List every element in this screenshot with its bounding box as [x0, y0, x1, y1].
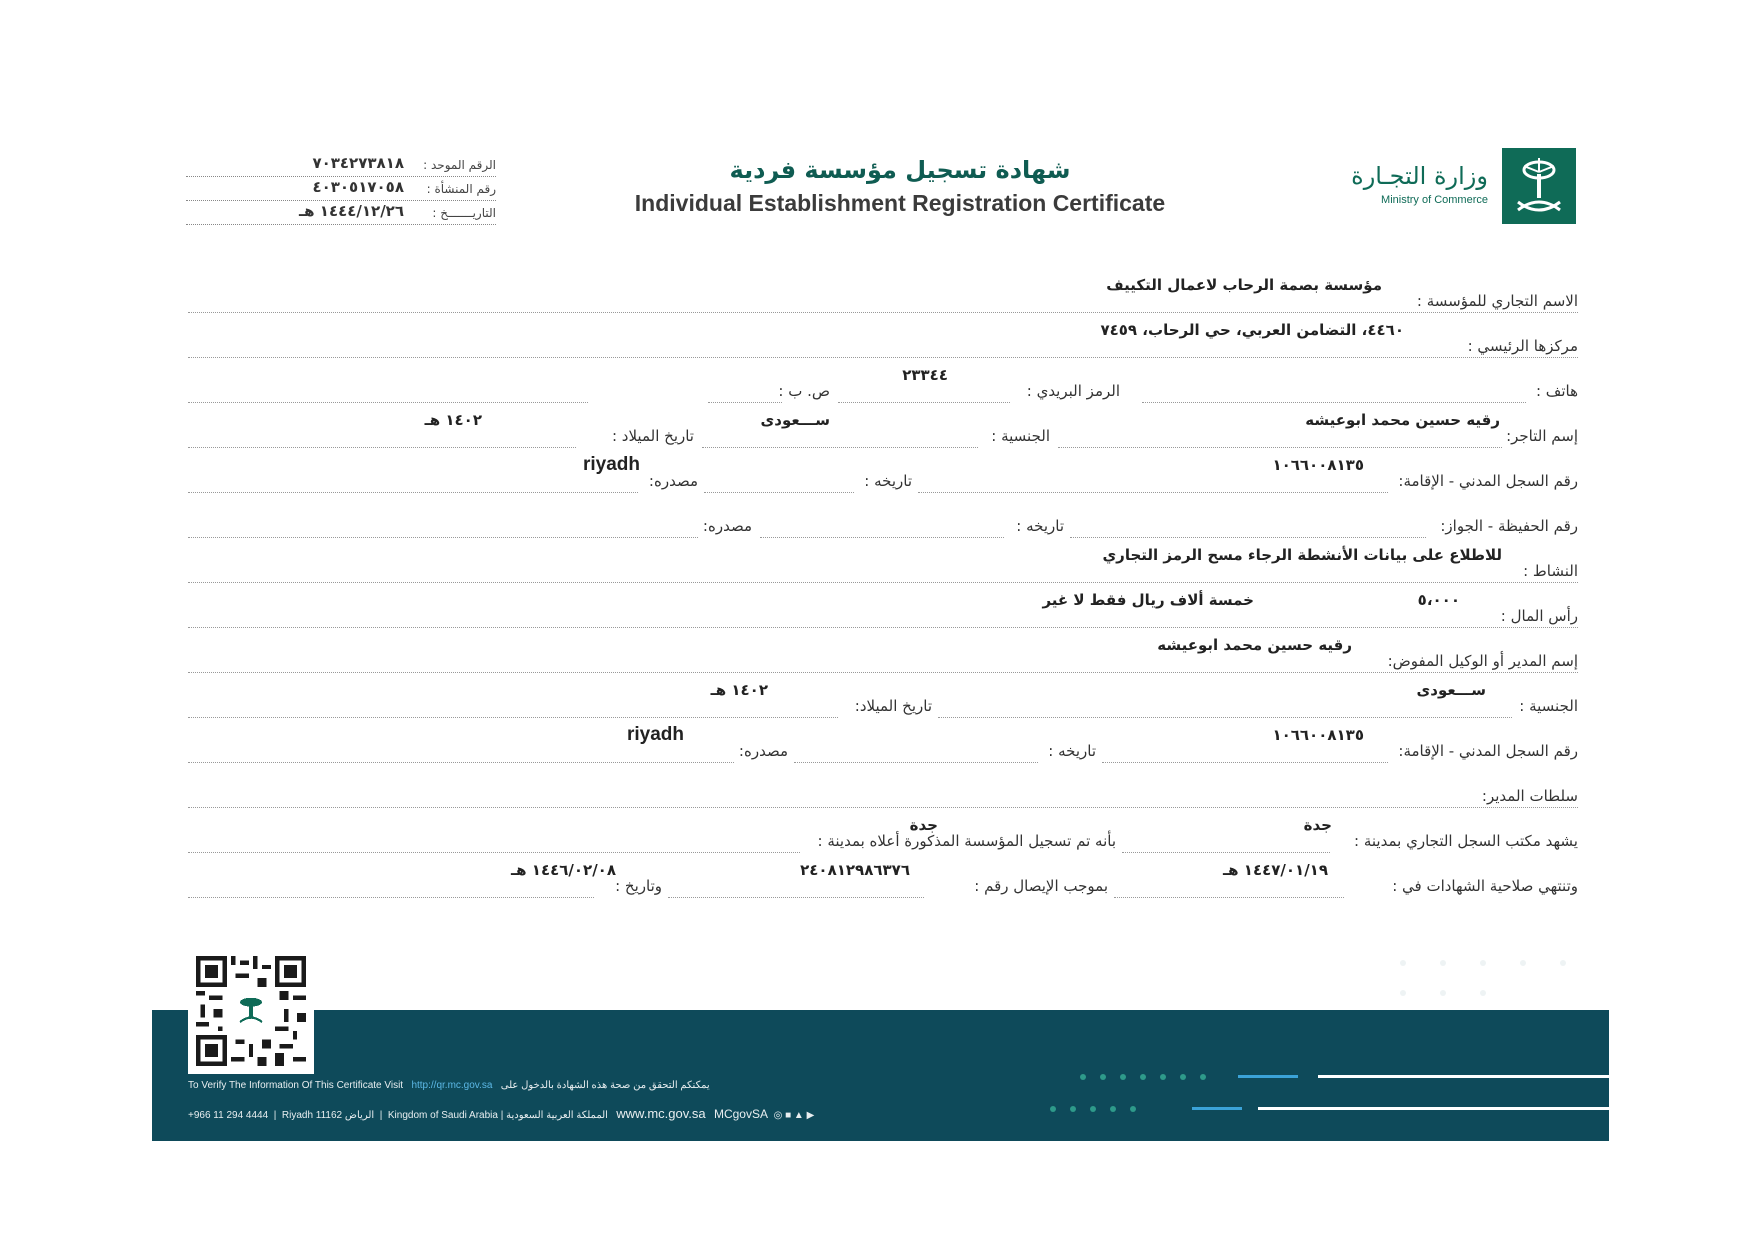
establishment-number-row: [186, 178, 496, 201]
manager-nationality-row: [188, 681, 1578, 717]
expiry-value: ١٤٤٧/٠١/١٩ هـ: [1223, 861, 1328, 879]
headquarters-label: مركزها الرئيسي :: [1467, 337, 1578, 355]
expiry-label: وتنتهي صلاحية الشهادات في :: [1392, 877, 1578, 895]
manager-birth-label: تاريخ الميلاد:: [854, 697, 932, 715]
footer-stripe: [1318, 1075, 1609, 1078]
manager-nationality-value: ســـعودى: [1416, 681, 1486, 699]
merchant-name-value: رقيه حسين محمد ابوعيشه: [1305, 411, 1500, 429]
merchant-row: [188, 411, 1578, 447]
footer-dot: [1200, 1074, 1206, 1080]
expiry-row: [188, 861, 1578, 897]
capital-words-value: خمسة ألاف ريال فقط لا غير: [1042, 591, 1254, 609]
certificate-title-en: Individual Establishment Registration Certificate: [634, 190, 1166, 216]
receipt-value: ٢٤٠٨١٢٩٨٦٣٧٦: [800, 861, 910, 879]
decor-dot: [1400, 990, 1406, 996]
ministry-logo: [1351, 148, 1576, 226]
footer-dot: [1160, 1074, 1166, 1080]
decor-dot: [1440, 990, 1446, 996]
manager-nationality-label: الجنسية :: [1519, 697, 1578, 715]
passport-row: [188, 507, 1578, 537]
headquarters-value: ٤٤٦٠، التضامن العربي، حي الرحاب، ٧٤٥٩: [1100, 321, 1404, 339]
activity-value: للاطلاع على بيانات الأنشطة الرجاء مسح الرمز التجاري: [1102, 546, 1502, 564]
decor-dot: [1480, 990, 1486, 996]
footer-dot: [1100, 1074, 1106, 1080]
manager-civil-row: [188, 724, 1578, 762]
manager-powers-row: [188, 777, 1578, 808]
unified-number-value: ٧٠٣٤٢٧٣٨١٨: [312, 154, 404, 172]
issue-date-row: [186, 202, 496, 225]
footer-stripe: [1258, 1107, 1609, 1110]
verify-text-row: [188, 1080, 710, 1091]
nationality-value: ســـعودى: [760, 411, 830, 429]
manager-label: إسم المدير أو الوكيل المفوض:: [1387, 652, 1578, 670]
capital-row: [188, 591, 1578, 628]
headquarters-row: [188, 321, 1578, 358]
civil-id-value: ١٠٦٦٠٠٨١٣٥: [1272, 456, 1364, 474]
civil-id-date-label: تاريخه :: [864, 472, 912, 490]
footer-dot: [1180, 1074, 1186, 1080]
postal-code-label: الرمز البريدي :: [1026, 382, 1120, 400]
qr-code-icon[interactable]: [196, 956, 306, 1066]
footer-dot: [1070, 1106, 1076, 1112]
footer-website[interactable]: www.mc.gov.sa: [616, 1106, 706, 1121]
decor-dot: [1400, 960, 1406, 966]
decor-dot: [1480, 960, 1486, 966]
phone-label: هاتف :: [1535, 382, 1578, 400]
youtube-icon[interactable]: ▶: [806, 1110, 815, 1121]
certificate-title-ar: شهادة تسجيل مؤسسة فردية: [729, 156, 1071, 184]
manager-id-date-label: تاريخه :: [1048, 742, 1096, 760]
manager-civil-label: رقم السجل المدني - الإقامة:: [1398, 742, 1578, 760]
trade-name-row: [188, 276, 1578, 313]
manager-source-value: riyadh: [626, 724, 684, 745]
decor-dot: [1520, 960, 1526, 966]
instagram-icon[interactable]: ◎: [773, 1110, 783, 1121]
verify-text-en: To Verify The Information Of This Certificate Visit: [188, 1080, 404, 1091]
footer-dot: [1130, 1106, 1136, 1112]
capital-number-value: ٥،٠٠٠: [1417, 591, 1460, 609]
certification-row: [188, 816, 1578, 852]
footer-handle: MCgovSA: [713, 1107, 768, 1121]
passport-date-label: تاريخه :: [1016, 517, 1064, 535]
issue-date-label: التاريـــــــخ :: [432, 206, 496, 220]
civil-id-source-label: مصدره:: [648, 472, 698, 490]
palm-swords-emblem-icon: [1502, 148, 1576, 224]
decor-dot: [1440, 960, 1446, 966]
passport-source-label: مصدره:: [702, 517, 752, 535]
capital-label: رأس المال :: [1500, 607, 1578, 625]
po-box-label: ص. ب :: [778, 382, 830, 400]
merchant-name-label: إسم التاجر:: [1506, 427, 1578, 445]
footer-stripe: [1192, 1107, 1242, 1110]
activity-label: النشاط :: [1523, 562, 1578, 580]
contact-row: [188, 366, 1578, 402]
certifies-city-value: جدة: [1303, 816, 1332, 834]
facebook-icon[interactable]: ■: [785, 1110, 792, 1121]
issue-date-value: ١٤٤٤/١٢/٢٦ هـ: [299, 202, 404, 220]
ministry-name-en: Ministry of Commerce: [1381, 194, 1488, 206]
footer-city: Riyadh 11162 الرياض: [281, 1110, 375, 1121]
manager-name-value: رقيه حسين محمد ابوعيشه: [1157, 636, 1352, 654]
establishment-number-label: رقم المنشأة :: [426, 182, 496, 196]
manager-civil-value: ١٠٦٦٠٠٨١٣٥: [1272, 726, 1364, 744]
civil-id-label: رقم السجل المدني - الإقامة:: [1398, 472, 1578, 490]
footer-band: [152, 1010, 1609, 1141]
footer-country: Kingdom of Saudi Arabia | المملكة العربية السعودية: [387, 1110, 608, 1121]
postal-code-value: ٢٣٣٤٤: [902, 366, 948, 384]
manager-source-label: مصدره:: [738, 742, 788, 760]
trade-name-value: مؤسسة بصمة الرحاب لاعمال التكييف: [1106, 276, 1382, 294]
ministry-name-ar: وزارة التجـارة: [1351, 162, 1488, 190]
footer-dot: [1050, 1106, 1056, 1112]
passport-label: رقم الحفيظة - الجواز:: [1440, 517, 1578, 535]
receipt-label: بموجب الإيصال رقم :: [974, 877, 1108, 895]
qr-code-card: [188, 948, 314, 1074]
manager-powers-label: سلطات المدير:: [1481, 787, 1578, 805]
birth-date-value: ١٤٠٢ هـ: [424, 411, 482, 429]
manager-birth-value: ١٤٠٢ هـ: [710, 681, 768, 699]
twitter-icon[interactable]: ▲: [793, 1110, 804, 1121]
nationality-label: الجنسية :: [991, 427, 1050, 445]
footer-dot: [1090, 1106, 1096, 1112]
receipt-date-value: ١٤٤٦/٠٢/٠٨ هـ: [511, 861, 616, 879]
verify-link[interactable]: http://qr.mc.gov.sa: [411, 1080, 493, 1091]
birth-date-label: تاريخ الميلاد :: [611, 427, 694, 445]
footer-dot: [1080, 1074, 1086, 1080]
footer-stripe: [1238, 1075, 1298, 1078]
manager-row: [188, 636, 1578, 673]
certifies-label: يشهد مكتب السجل التجاري بمدينة :: [1354, 832, 1578, 850]
civil-id-row: [188, 454, 1578, 492]
civil-id-source-value: riyadh: [582, 454, 640, 475]
establishment-number-value: ٤٠٣٠٥١٧٠٥٨: [312, 178, 404, 196]
unified-number-label: الرقم الموحد :: [423, 158, 496, 172]
footer-dot: [1140, 1074, 1146, 1080]
registered-city-value: جدة: [909, 816, 938, 834]
footer-dot: [1120, 1074, 1126, 1080]
registered-label: بأنه تم تسجيل المؤسسة المذكورة أعلاه بمدينة :: [817, 832, 1116, 850]
receipt-date-label: وتاريخ :: [615, 877, 662, 895]
verify-text-ar: يمكنكم التحقق من صحة هذه الشهادة بالدخول على: [500, 1080, 710, 1091]
decor-dot: [1560, 960, 1566, 966]
footer-dot: [1110, 1106, 1116, 1112]
unified-number-row: [186, 154, 496, 177]
activity-row: [188, 546, 1578, 583]
contact-text-row: +966 11 294 4444 | Riyadh 11162 الرياض | Kingdom of Saudi Arabia | المملكة العربية السعودية www.mc.gov.sa MCgovSA ◎ ■ ▲ ▶: [188, 1106, 815, 1121]
trade-name-label: الاسم التجاري للمؤسسة :: [1416, 292, 1578, 310]
footer-phone: +966 11 294 4444: [188, 1110, 269, 1121]
